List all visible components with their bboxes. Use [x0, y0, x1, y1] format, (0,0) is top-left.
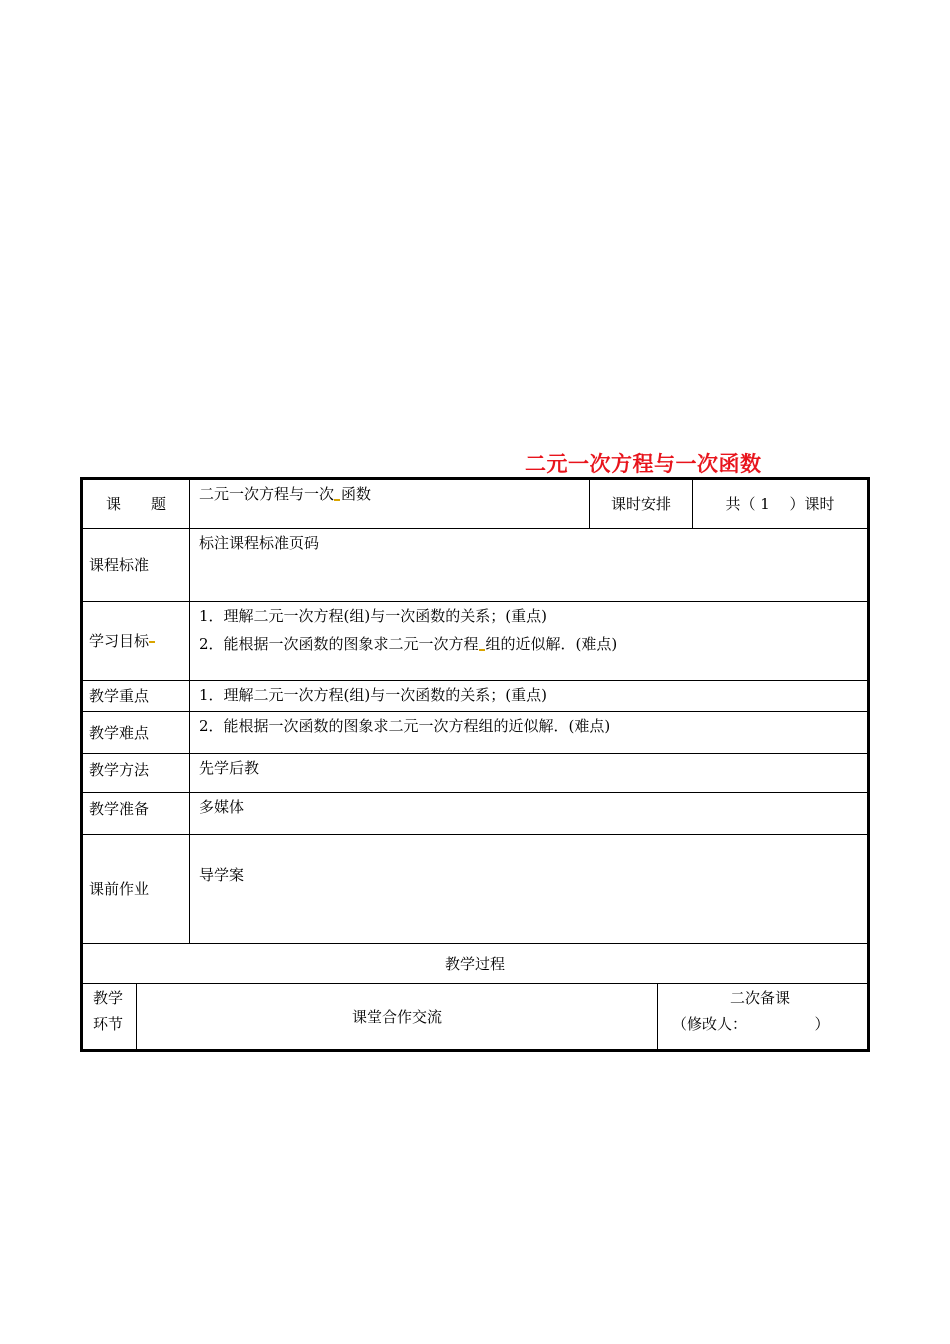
- key-points-label: 教学重点: [89, 687, 150, 705]
- preparation-value-cell: [189, 792, 868, 835]
- reviser-label: （修改人： ）: [672, 1015, 830, 1033]
- stage-label-line2: 环节: [93, 1015, 124, 1033]
- process-heading-cell: [82, 943, 868, 984]
- document-title: 二元一次方程与一次函数: [525, 452, 762, 476]
- objective-item-1: 1．理解二元一次方程(组)与一次函数的关系；(重点): [199, 607, 547, 625]
- method-value: 先学后教: [199, 759, 260, 777]
- edit-mark-icon: [479, 649, 485, 651]
- schedule-value: 共（ 1 ）课时: [725, 495, 835, 513]
- topic-value-cell: [189, 479, 590, 529]
- stage-label-line1: 教学: [93, 989, 124, 1007]
- schedule-value-cell: [692, 479, 868, 529]
- stage-cell: [82, 983, 137, 1050]
- schedule-label: 课时安排: [610, 495, 671, 513]
- difficulties-value-cell: [189, 711, 868, 754]
- difficulties-label-cell: [82, 711, 190, 754]
- key-points-value: 1．理解二元一次方程(组)与一次函数的关系；(重点): [199, 686, 547, 704]
- preparation-label-cell: [82, 792, 190, 835]
- course-standard-label: 课程标准: [89, 556, 150, 574]
- objectives-label: 学习目标: [89, 632, 150, 650]
- course-standard-value: 标注课程标准页码: [199, 534, 320, 552]
- homework-value: 导学案: [199, 866, 245, 884]
- lesson-plan-table: [80, 477, 870, 1052]
- schedule-label-cell: [589, 479, 693, 529]
- objectives-value-cell: [189, 601, 868, 681]
- homework-label: 课前作业: [89, 880, 150, 898]
- process-heading: 教学过程: [444, 954, 505, 973]
- second-prep-label: 二次备课: [730, 989, 791, 1007]
- method-label-cell: [82, 753, 190, 793]
- preparation-value: 多媒体: [199, 798, 245, 816]
- course-standard-label-cell: [82, 528, 190, 602]
- topic-label-cell: [82, 479, 190, 529]
- topic-value-part2: 函数: [341, 485, 372, 503]
- homework-value-cell: [189, 834, 868, 944]
- topic-label: 课 题: [105, 495, 166, 513]
- cooperation-cell: [136, 983, 658, 1050]
- edit-mark-icon: [334, 499, 340, 501]
- method-label: 教学方法: [89, 761, 150, 779]
- key-points-value-cell: [189, 680, 868, 712]
- preparation-label: 教学准备: [89, 800, 150, 818]
- key-points-label-cell: [82, 680, 190, 712]
- difficulties-value: 2．能根据一次函数的图象求二元一次方程组的近似解．(难点): [199, 717, 611, 735]
- second-prep-cell: [657, 983, 868, 1050]
- objective-item-2: 2．能根据一次函数的图象求二元一次方程 组的近似解．(难点): [199, 635, 618, 653]
- difficulties-label: 教学难点: [89, 723, 150, 742]
- edit-mark-icon: [149, 641, 155, 643]
- homework-label-cell: [82, 834, 190, 944]
- topic-value-part1: 二元一次方程与一次: [199, 485, 335, 503]
- cooperation-label: 课堂合作交流: [351, 1007, 442, 1026]
- course-standard-value-cell: [189, 528, 868, 602]
- method-value-cell: [189, 753, 868, 793]
- objectives-label-cell: [82, 601, 190, 681]
